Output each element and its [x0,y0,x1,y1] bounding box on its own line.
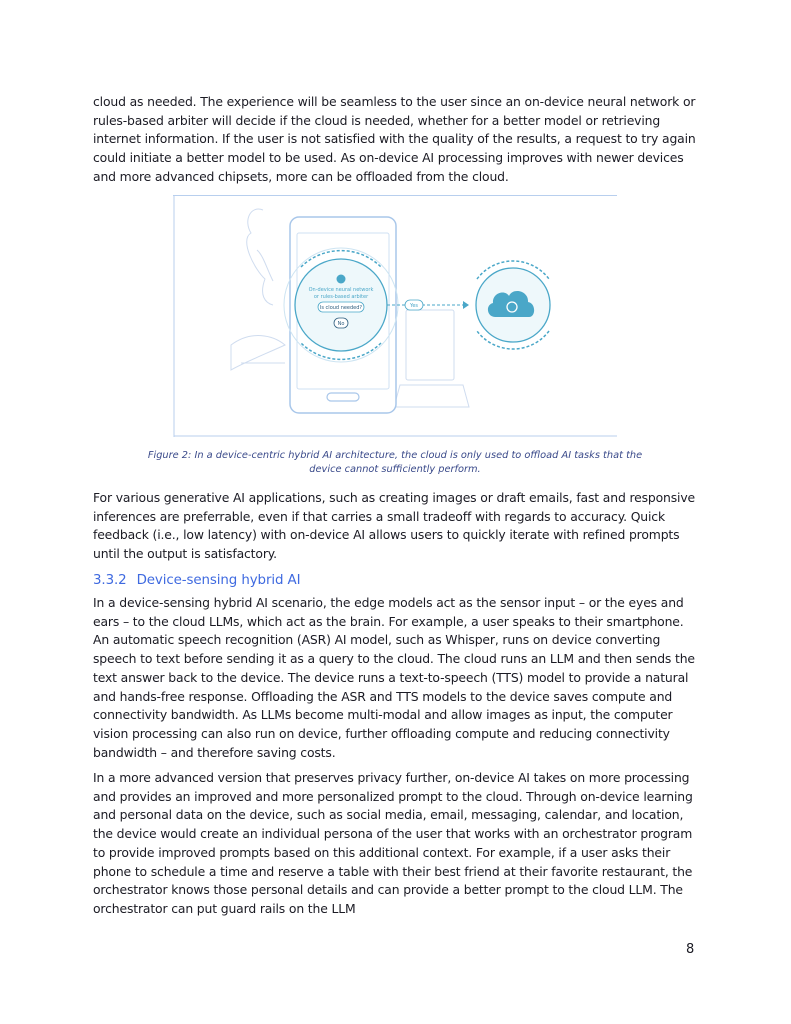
figure-caption: Figure 2: In a device-centric hybrid AI architecture, the cloud is only used to offload AI tasks that the device cannot sufficiently perform. [147,450,643,475]
yes-answer-pill: Yes [409,303,419,309]
arbiter-caption-line-2: or rules-based arbiter [313,294,369,300]
paragraph-device-sensing: In a device-sensing hybrid AI scenario, the edge models act as the sensor input – or the eyes and ears – to the cloud LLMs, which act as the brain. For example, a user speaks to their smartphone. An automatic speech recognition (ASR) AI model, such as Whisper, runs on device converting speech to text before sending it as a query to the cloud. The cloud runs an LLM and then sends the text answer back to the device. The device runs a text-to-speech (TTS) model to provide a natural and hands-free response. Offloading the ASR and TTS models to the device saves compute and connectivity bandwidth. As LLMs become multi-modal and allow images as input, the computer vision processing can also run on device, further offloading compute and reducing connectivity bandwidth – and therefore saving costs. [93,595,695,760]
cloud-needed-question: Is cloud needed? [319,305,363,311]
arbiter-caption-line-1: On-device neural network [308,287,374,293]
section-title: Device-sensing hybrid AI [136,573,301,588]
yes-arrow [387,300,469,310]
page-number: 8 [686,942,695,957]
laptop-outline-icon [394,310,469,407]
paragraph-intro: cloud as needed. The experience will be seamless to the user since an on-device neural network or rules-based arbiter will decide if the cloud is needed, whether for a better model or retrieving internet information. If the user is not satisfied with the quality of the results, a request to try again could initiate a better model to be used. As on-device AI processing improves with newer devices and more advanced chipsets, more can be offloaded from the cloud. [93,94,696,184]
person-outline-icon [231,209,285,370]
section-heading [93,573,300,588]
paragraph-generative-ai: For various generative AI applications, such as creating images or draft emails, fast and responsive inferences are preferrable, even if that carries a small tradeoff with regards to accuracy. Quick feedback (i.e., low latency) with on-device AI allows users to quickly iterate with refined prompts until the output is satisfactory. [93,490,696,562]
hybrid-ai-figure [173,195,617,437]
section-number: 3.3.2 [93,573,127,588]
cloud-circle-icon [476,261,550,349]
paragraph-advanced-version: In a more advanced version that preserves privacy further, on-device AI takes on more processing and provides an improved and more personalized prompt to the cloud. Through on-device learning and personal data on the device, such as social media, email, messaging, calendar, and location, the device would create an individual persona of the user that works with an orchestrator program to provide improved prompts based on this additional context. For example, if a user asks their phone to schedule a time and reserve a table with their best friend at their favorite restaurant, the orchestrator knows those personal details and can provide a better prompt to the cloud LLM. The orchestrator can put guard rails on the LLM [93,770,693,916]
hybrid-ai-diagram [173,195,617,437]
no-answer-pill: No [337,321,345,327]
